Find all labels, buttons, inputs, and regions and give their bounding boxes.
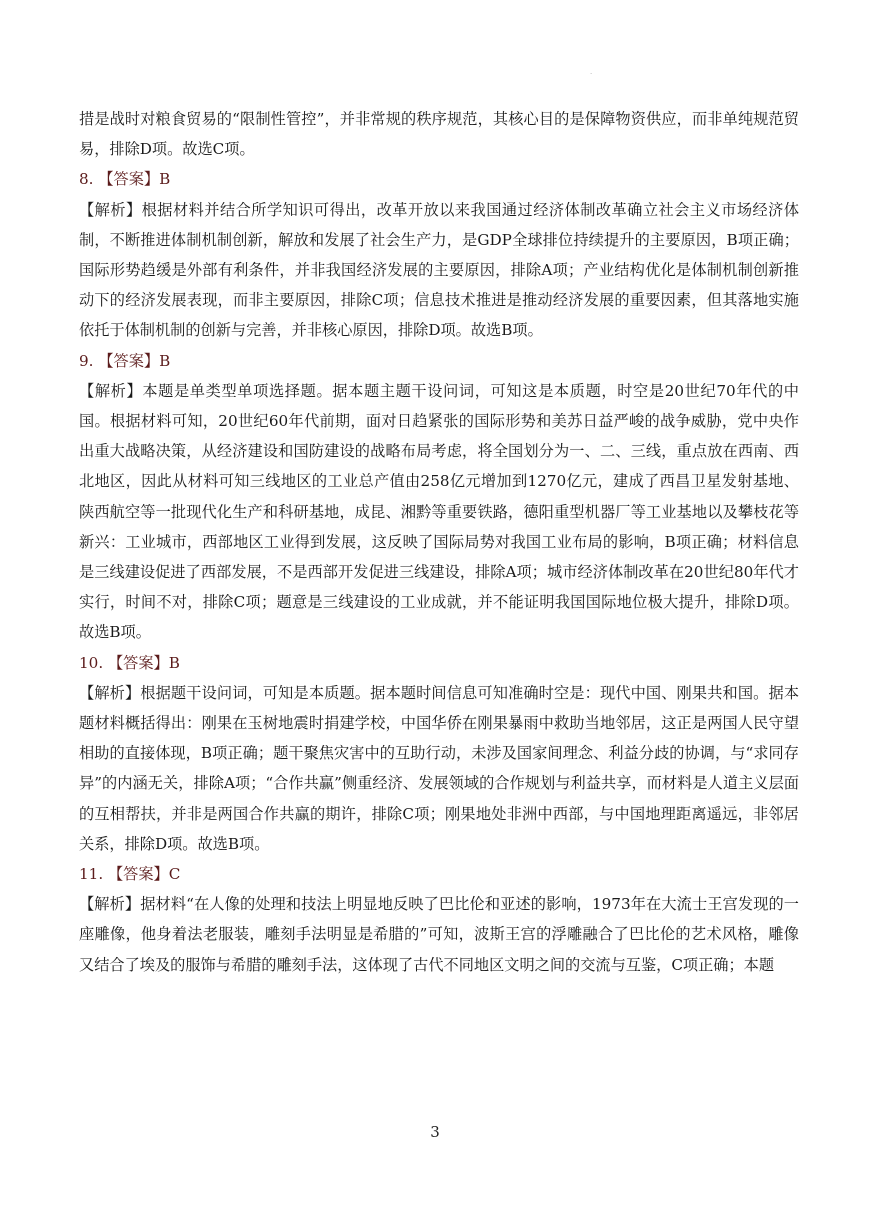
answer-heading-10: 10. 【答案】B xyxy=(79,653,180,672)
page-number: 3 xyxy=(430,1123,440,1141)
answer-heading-8: 8. 【答案】B xyxy=(79,170,171,189)
analysis-paragraph-8: 【解析】根据材料并结合所学知识可得出，改革开放以来我国通过经济体制改革确立社会主义市场经济体制，不断推进体制机制创新，解放和发展了社会生产力，是GDP全球排位持续提升的主要原因，B项正确；国际形势趋缓是外部有利条件，并非我国经济发展的主要原因，排除A项；产业结构优化是体制机制创新推动下的经济发展表现，而非主要原因，排除C项；信息技术推进是推动经济发展的重要因素，但其落地实施依托于体制机制的创新与完善，并非核心原因，排除D项。故选B项。 xyxy=(79,200,799,340)
answer-heading-11: 11. 【答案】C xyxy=(79,865,181,884)
answer-heading-9: 9. 【答案】B xyxy=(79,351,171,370)
analysis-paragraph-11: 【解析】据材料“在人像的处理和技法上明显地反映了巴比伦和亚述的影响，1973年在大流士王宫发现的一座雕像，他身着法老服装，雕刻手法明显是希腊的”可知，波斯王宫的浮雕融合了巴比伦的艺术风格，雕像又结合了埃及的服饰与希腊的雕刻手法，这体现了古代不同地区文明之间的交流与互鉴，C项正确；本题 xyxy=(79,895,799,974)
analysis-paragraph-9: 【解析】本题是单类型单项选择题。据本题主题干设问词，可知这是本质题，时空是20世纪70年代的中国。根据材料可知，20世纪60年代前期，面对日趋紧张的国际形势和美苏日益严峻的战争威胁，党中央作出重大战略决策，从经济建设和国防建设的战略布局考虑，将全国划分为一、二、三线，重点放在西南、西北地区，因此从材料可知三线地区的工业总产值由258亿元增加到1270亿元，建成了西昌卫星发射基地、陕西航空等一批现代化生产和科研基地，成昆、湘黔等重要铁路，德阳重型机器厂等工业基地以及攀枝花等新兴：工业城市，西部地区工业得到发展，这反映了国际局势对我国工业布局的影响，B项正确；材料信息是三线建设促进了西部发展，不是西部开发促进三线建设，排除A项；城市经济体制改革在20世纪80年代才实行，时间不对，排除C项；题意是三线建设的工业成就，并不能证明我国国际地位极大提升，排除D项。故选B项。 xyxy=(79,381,799,642)
analysis-paragraph-10: 【解析】根据题干设问词，可知是本质题。据本题时间信息可知准确时空是：现代中国、刚果共和国。据本题材料概括得出：刚果在玉树地震时捐建学校，中国华侨在刚果暴雨中救助当地邻居，这正是两国人民守望相助的直接体现，B项正确；题干聚焦灾害中的互助行动，未涉及国家间理念、利益分歧的协调，与“求同存异”的内涵无关，排除A项；“合作共赢”侧重经济、发展领域的合作规划与利益共享，而材料是人道主义层面的互相帮扶，并非是两国合作共赢的期许，排除C项；刚果地处非洲中西部，与中国地理距离遥远，非邻居关系，排除D项。故选B项。 xyxy=(79,683,799,853)
header-mark: · xyxy=(590,70,593,78)
page-content xyxy=(79,104,799,980)
text-paragraph-continuation: 措是战时对粮食贸易的“限制性管控”，并非常规的秩序规范，其核心目的是保障物资供应，而非单纯规范贸易，排除D项。故选C项。 xyxy=(79,110,799,159)
